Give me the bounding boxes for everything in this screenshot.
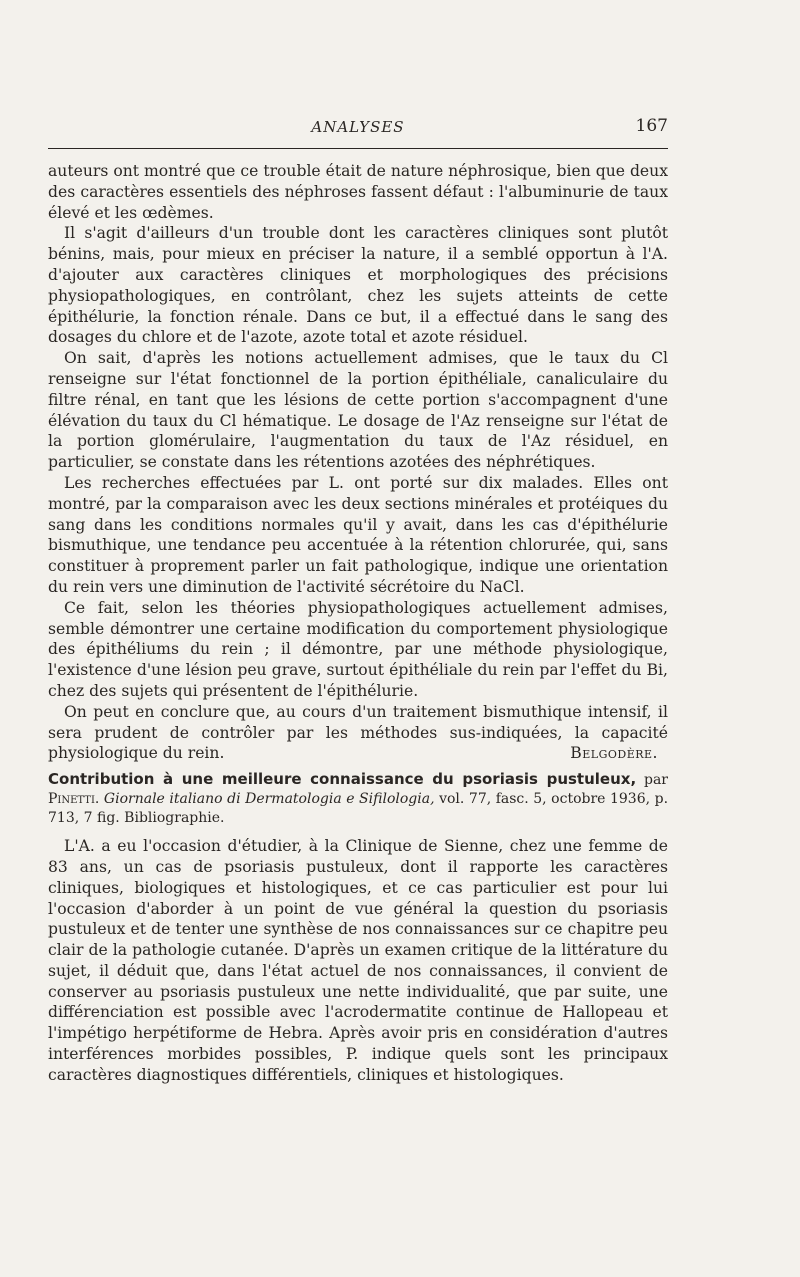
paragraph-6 bbox=[48, 702, 668, 764]
article-heading bbox=[48, 770, 668, 828]
paragraph-3: On sait, d'après les notions actuellement admises, que le taux du Cl renseigne sur l'état fonctionnel de la portion épithéliale, canaliculaire du filtre rénal, en tant que les lésions de cette portion s'accompagnent d'une élévation du taux du Cl hématique. Le dosage de l'Az renseigne sur l'état de la portion glomérulaire, l'augmentation du taux de l'Az résiduel, en particulier, se constate dans les rétentions azotées des néphrétiques. bbox=[48, 349, 668, 472]
article-par: par bbox=[643, 772, 668, 789]
article-reference: vol. 77, fasc. 5, octobre 1936, p. 713, 7 fig. Bibliographie. bbox=[48, 791, 669, 827]
page-number: 167 bbox=[635, 116, 668, 136]
running-head bbox=[48, 112, 668, 138]
paragraph-2: Il s'agit d'ailleurs d'un trouble dont les caractères cliniques sont plutôt bénins, mais, pour mieux en préciser la nature, il a semblé opportun à l'A. d'ajouter aux caractères cliniques et morphologiques des précisions physiopathologiques, en contrôlant, chez les sujets atteints de cette épithélurie, la fonction rénale. Dans ce but, il a effectué dans le sang des dosages du chlore et de l'azote, azote total et azote résiduel. bbox=[48, 224, 668, 347]
article-title: Contribution à une meilleure connaissance du psoriasis pustuleux, bbox=[48, 770, 637, 789]
article-paragraph: L'A. a eu l'occasion d'étudier, à la Clinique de Sienne, chez une femme de 83 ans, un cas de psoriasis pustuleux, dont il rapporte les caractères cliniques, biologiques et histologiques, et ce cas particulier est pour lui l'occasion d'aborder à un point de vue général la question du psoriasis pustuleux et de tenter une synthèse de nos connaissances sur ce chapitre peu clair de la pathologie cutanée. D'après un examen critique de la littérature du sujet, il déduit que, dans l'état actuel de nos connaissances, il convient de conserver au psoriasis pustuleux une nette individualité, que par suite, une différenciation est possible avec l'acrodermatite continue de Hallopeau et l'impétigo herpétiforme de Hebra. Après avoir pris en considération d'autres interférences morbides possibles, P. indique quels sont les principaux caractères diagnostiques différentiels, cliniques et histologiques. bbox=[48, 837, 668, 1084]
paragraph-5: Ce fait, selon les théories physiopathologiques actuellement admises, semble démontrer une certaine modification du comportement physiologique des épithéliums du rein ; il démontre, par une méthode physiologique, l'existence d'une lésion peu grave, surtout épithéliale du rein par l'effet du Bi, chez des sujets qui présentent de l'épithélurie. bbox=[48, 598, 668, 700]
running-title: ANALYSES bbox=[311, 118, 405, 136]
article-journal: Giornale italiano di Dermatologia e Sifilologia, bbox=[103, 791, 435, 808]
header-rule bbox=[48, 148, 668, 149]
paragraph-4: Les recherches effectuées par L. ont porté sur dix malades. Elles ont montré, par la comparaison avec les deux sections minérales et protéiques du sang dans les conditions normales qu'il y avait, dans les cas d'épithélurie bismuthique, une tendance peu accentuée à la rétention chlorurée, qui, sans constituer à proprement parler un fait pathologique, indique une orientation du rein vers une diminution de l'activité sécrétoire du NaCl. bbox=[48, 473, 668, 596]
signature: Belgodère. bbox=[570, 744, 658, 763]
document-page bbox=[48, 112, 668, 1086]
paragraph-6-text: On peut en conclure que, au cours d'un traitement bismuthique intensif, il sera prudent de contrôler par les méthodes sus-indiquées, la capacité physiologique du rein. bbox=[48, 702, 668, 763]
paragraph-1: auteurs ont montré que ce trouble était de nature néphrosique, bien que deux des caractères essentiels des néphroses fassent défaut : l'albuminurie de taux élevé et les œdèmes. bbox=[48, 162, 668, 222]
article-author: Pinetti. bbox=[48, 791, 100, 808]
